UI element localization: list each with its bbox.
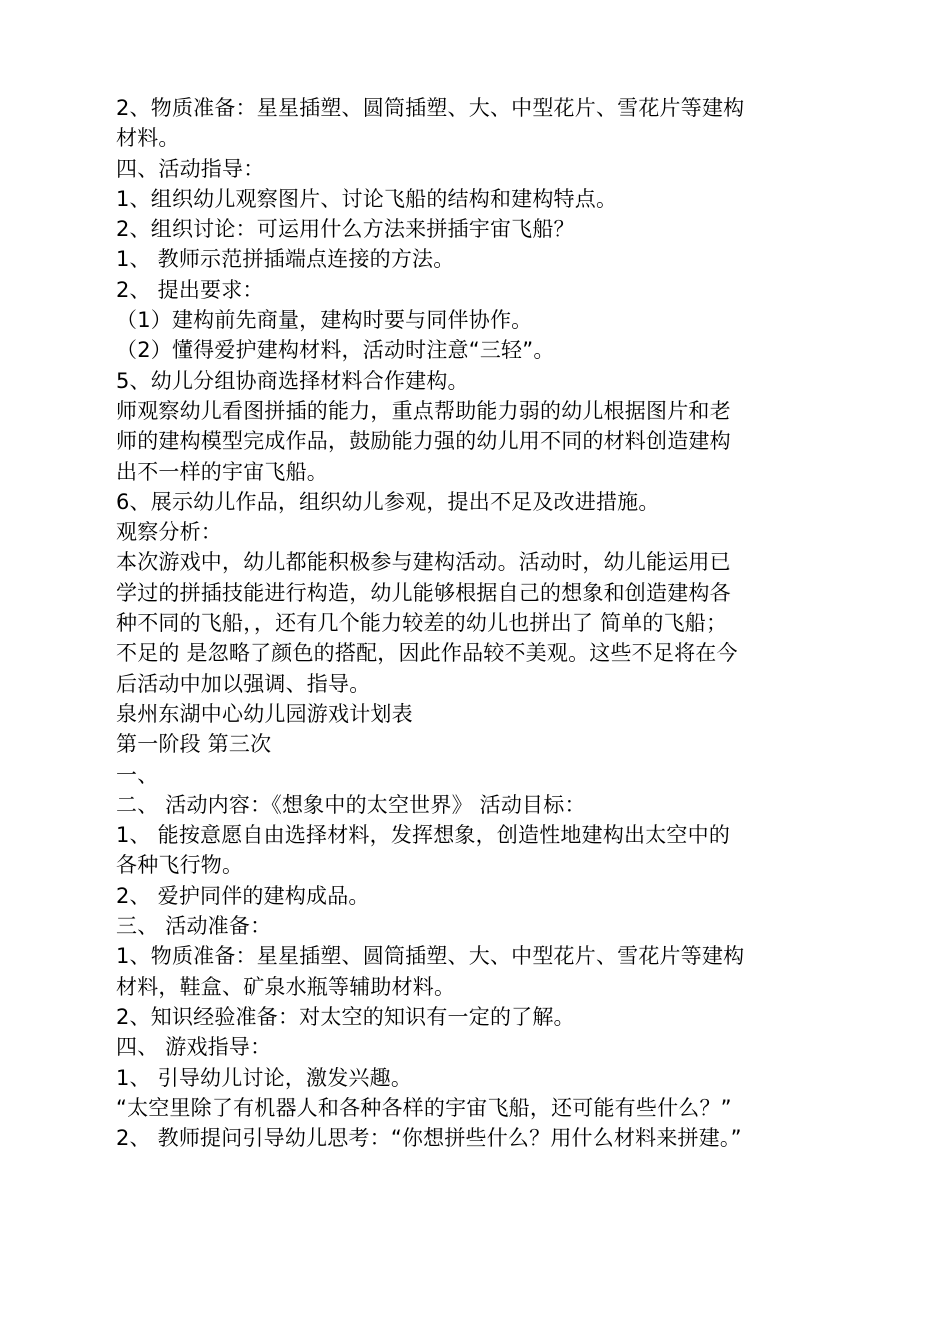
text-line: 观察分析：: [116, 520, 222, 545]
text-line: 1、 引导幼儿讨论，激发兴趣。: [116, 1065, 413, 1090]
text-line: 本次游戏中，幼儿都能积极参与建构活动。活动时，幼儿能运用已: [116, 550, 731, 575]
text-line: 泉州东湖中心幼儿园游戏计划表: [116, 701, 413, 726]
text-line: 2、 教师提问引导幼儿思考：“你想拼些什么？用什么材料来拼建。”: [116, 1126, 742, 1151]
text-line: 1、物质准备：星星插塑、圆筒插塑、大、中型花片、雪花片等建构: [116, 944, 745, 969]
text-line: 材料，鞋盒、矿泉水瓶等辅助材料。: [116, 974, 456, 999]
text-line: 2、物质准备：星星插塑、圆筒插塑、大、中型花片、雪花片等建构: [116, 96, 745, 120]
text-line: 第一阶段 第三次: [116, 732, 272, 757]
text-line: 种不同的飞船，，还有几个能力较差的幼儿也拼出了 简单的飞船；: [116, 611, 728, 636]
text-line: （1）建构前先商量，建构时要与同伴协作。: [116, 308, 533, 333]
text-line: 师的建构模型完成作品，鼓励能力强的幼儿用不同的材料创造建构: [116, 429, 731, 454]
text-line: 一、: [116, 762, 159, 787]
text-line: 2、 爱护同伴的建构成品。: [116, 883, 370, 908]
text-line: 2、知识经验准备：对太空的知识有一定的了解。: [116, 1004, 575, 1029]
text-line: 不足的 是忽略了颜色的搭配，因此作品较不美观。这些不足将在今: [116, 641, 738, 666]
text-line: 各种飞行物。: [116, 853, 244, 878]
text-line: 出不一样的宇宙飞船。: [116, 459, 328, 484]
text-line: 2、组织讨论：可运用什么方法来拼插宇宙飞船？: [116, 217, 575, 242]
text-line: 6、展示幼儿作品，组织幼儿参观，提出不足及改进措施。: [116, 489, 660, 514]
text-line: 1、 能按意愿自由选择材料，发挥想象，创造性地建构出太空中的: [116, 823, 731, 848]
text-line: （2）懂得爱护建构材料，活动时注意“三轻”。: [116, 338, 555, 363]
document-body: [116, 93, 876, 1153]
text-line: 5、幼儿分组协商选择材料合作建构。: [116, 368, 469, 393]
text-line: 后活动中加以强调、指导。: [116, 671, 371, 696]
text-line: 三、 活动准备：: [116, 914, 272, 939]
text-line: 师观察幼儿看图拼插的能力，重点帮助能力弱的幼儿根据图片和老: [116, 398, 731, 423]
text-line: 1、 教师示范拼插端点连接的方法。: [116, 247, 455, 272]
text-line: 学过的拼插技能进行构造，幼儿能够根据自己的想象和创造建构各: [116, 580, 731, 605]
text-line: 1、组织幼儿观察图片、讨论飞船的结构和建构特点。: [116, 186, 618, 211]
text-line: 四、活动指导：: [116, 156, 265, 181]
text-line: “太空里除了有机器人和各种各样的宇宙飞船，还可能有些什么？”: [116, 1095, 732, 1120]
text-line: 四、 游戏指导：: [116, 1035, 272, 1060]
text-line: 材料。: [116, 126, 180, 151]
text-line: 2、 提出要求：: [116, 277, 264, 302]
text-line: 二、 活动内容：《想象中的太空世界》 活动目标：: [116, 792, 586, 817]
